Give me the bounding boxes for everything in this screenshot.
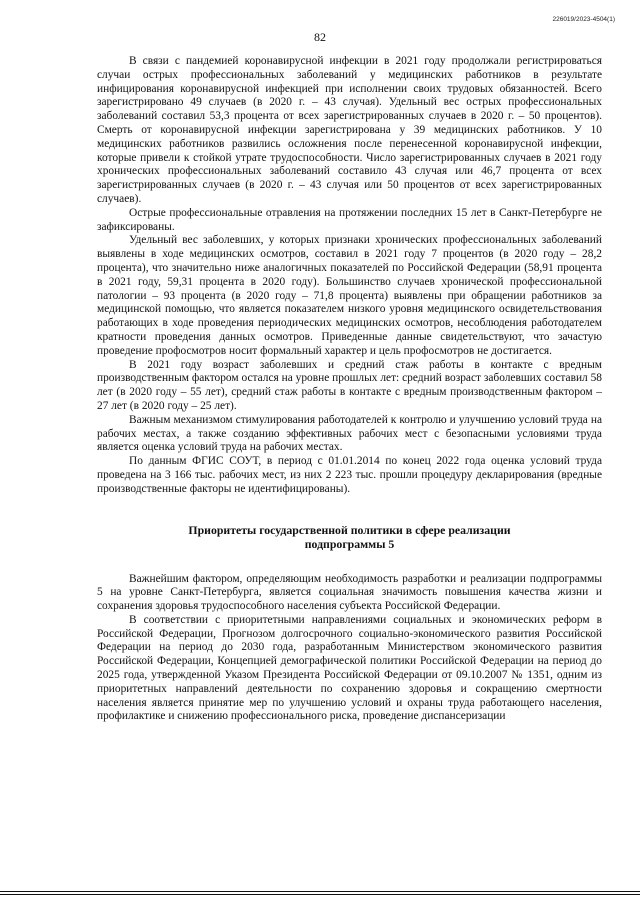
paragraph-occupational-covid: В связи с пандемией коронавирусной инфекции в 2021 году продолжали регистрироваться случаи острых профессиональных заболеваний у медицинских работников в результате инфицирования коронавирусной инфекцией при исполнении своих трудовых обязанностей. Всего зарегистрировано 49 случаев (в 2020 г. – 43 случая). Удельный вес острых профессиональных заболеваний составил 53,3 процента от всех зарегистрированных случаев в 2020 г. – 50 процентов). Смерть от коронавирусной инфекции зарегистрирована у 39 медицинских работников. У 10 медицинских работников развились осложнения после перенесенной коронавирусной инфекции, которые привели к стойкой утрате трудоспособности. Число зарегистрированных случаев в 2021 году хронических профессиональных заболеваний составило 43 случая или 46,7 процента от всех зарегистрированных случаев (в 2020 г. – 43 случая или 50 процентов от всех зарегистрированных случаев).	[97, 55, 602, 205]
paragraph-workplace-assessment: Важным механизмом стимулирования работодателей к контролю и улучшению условий труда на рабочих местах, а также созданию эффективных рабочих мест с безопасными условиями труда является оценка условий труда на рабочих местах.	[97, 413, 602, 454]
page-number: 82	[314, 30, 326, 44]
paragraph-fgis-sout: По данным ФГИС СОУТ, в период с 01.01.2014 по конец 2022 года оценка условий труда проведена на 3 166 тыс. рабочих мест, из них 2 223 тыс. прошли процедуру декларирования (вредные производственные факторы не идентифицированы).	[97, 455, 602, 495]
paragraph-priority-directions: В соответствии с приоритетными направлениями социальных и экономических реформ в Российской Федерации, Прогнозом долгосрочного социально-экономического развития Российской Федерации на период до 2030 года, разработанным Министерством экономического развития Российской Федерации, Концепцией демографической политики Российской Федерации на период до 2025 года, утвержденной Указом Президента Российской Федерации от 09.10.2007 № 1351, одним из приоритетных направлений деятельности по сохранению здоровья и сокращению смертности населения является принятие мер по улучшению условий и охраны труда работающего населения, профилактике и снижению профессионального риска, проведение диспансеризации	[97, 613, 602, 723]
section-heading	[97, 523, 602, 551]
bottom-divider	[0, 891, 640, 892]
section-heading-line-2: подпрограммы 5	[304, 536, 395, 551]
section-heading-line-1: Приоритеты государственной политики в сфере реализации	[188, 522, 511, 537]
bottom-divider-secondary	[0, 894, 640, 895]
paragraph-age-and-tenure: В 2021 году возраст заболевших и средний стаж работы в контакте с вредным производственным фактором остался на уровне прошлых лет: средний возраст заболевших составил 58 лет (в 2020 году – 55 лет), средний стаж работы в контакте с вредным производственным фактором – 27 лет (в 2020 году – 25 лет).	[97, 358, 602, 412]
paragraph-subprogram-importance: Важнейшим фактором, определяющим необходимость разработки и реализации подпрограммы 5 на уровне Санкт-Петербурга, является социальная значимость повышения качества жизни и сохранения здоровья трудоспособного населения субъекта Российской Федерации.	[97, 572, 602, 613]
paragraph-acute-poisoning: Острые профессиональные отравления на протяжении последних 15 лет в Санкт-Петербурге не зафиксированы.	[97, 206, 602, 233]
paragraph-medical-checkups: Удельный вес заболевших, у которых признаки хронических профессиональных заболеваний выявлены в ходе медицинских осмотров, составил в 2021 году 7 процентов (в 2020 году – 28,2 процента), что значительно ниже аналогичных показателей по Российской Федерации (58,91 процента в 2021 году, 59,31 процента в 2020 году). Большинство случаев хронической профессиональной патологии – 93 процента (в 2020 году – 71,8 процента) выявлены при обращении работников за медицинской помощью, что является показателем низкого уровня медицинского освидетельствования работающих в ходе проведения периодических медицинских осмотров, несоблюдения работодателем кратности проведения данных осмотров. Приведенные данные свидетельствуют, что зачастую проведение профосмотров носит формальный характер и цель профосмотров не достигается.	[97, 234, 602, 357]
document-body	[97, 55, 602, 724]
document-id: 226019/2023-4504(1)	[552, 16, 615, 23]
